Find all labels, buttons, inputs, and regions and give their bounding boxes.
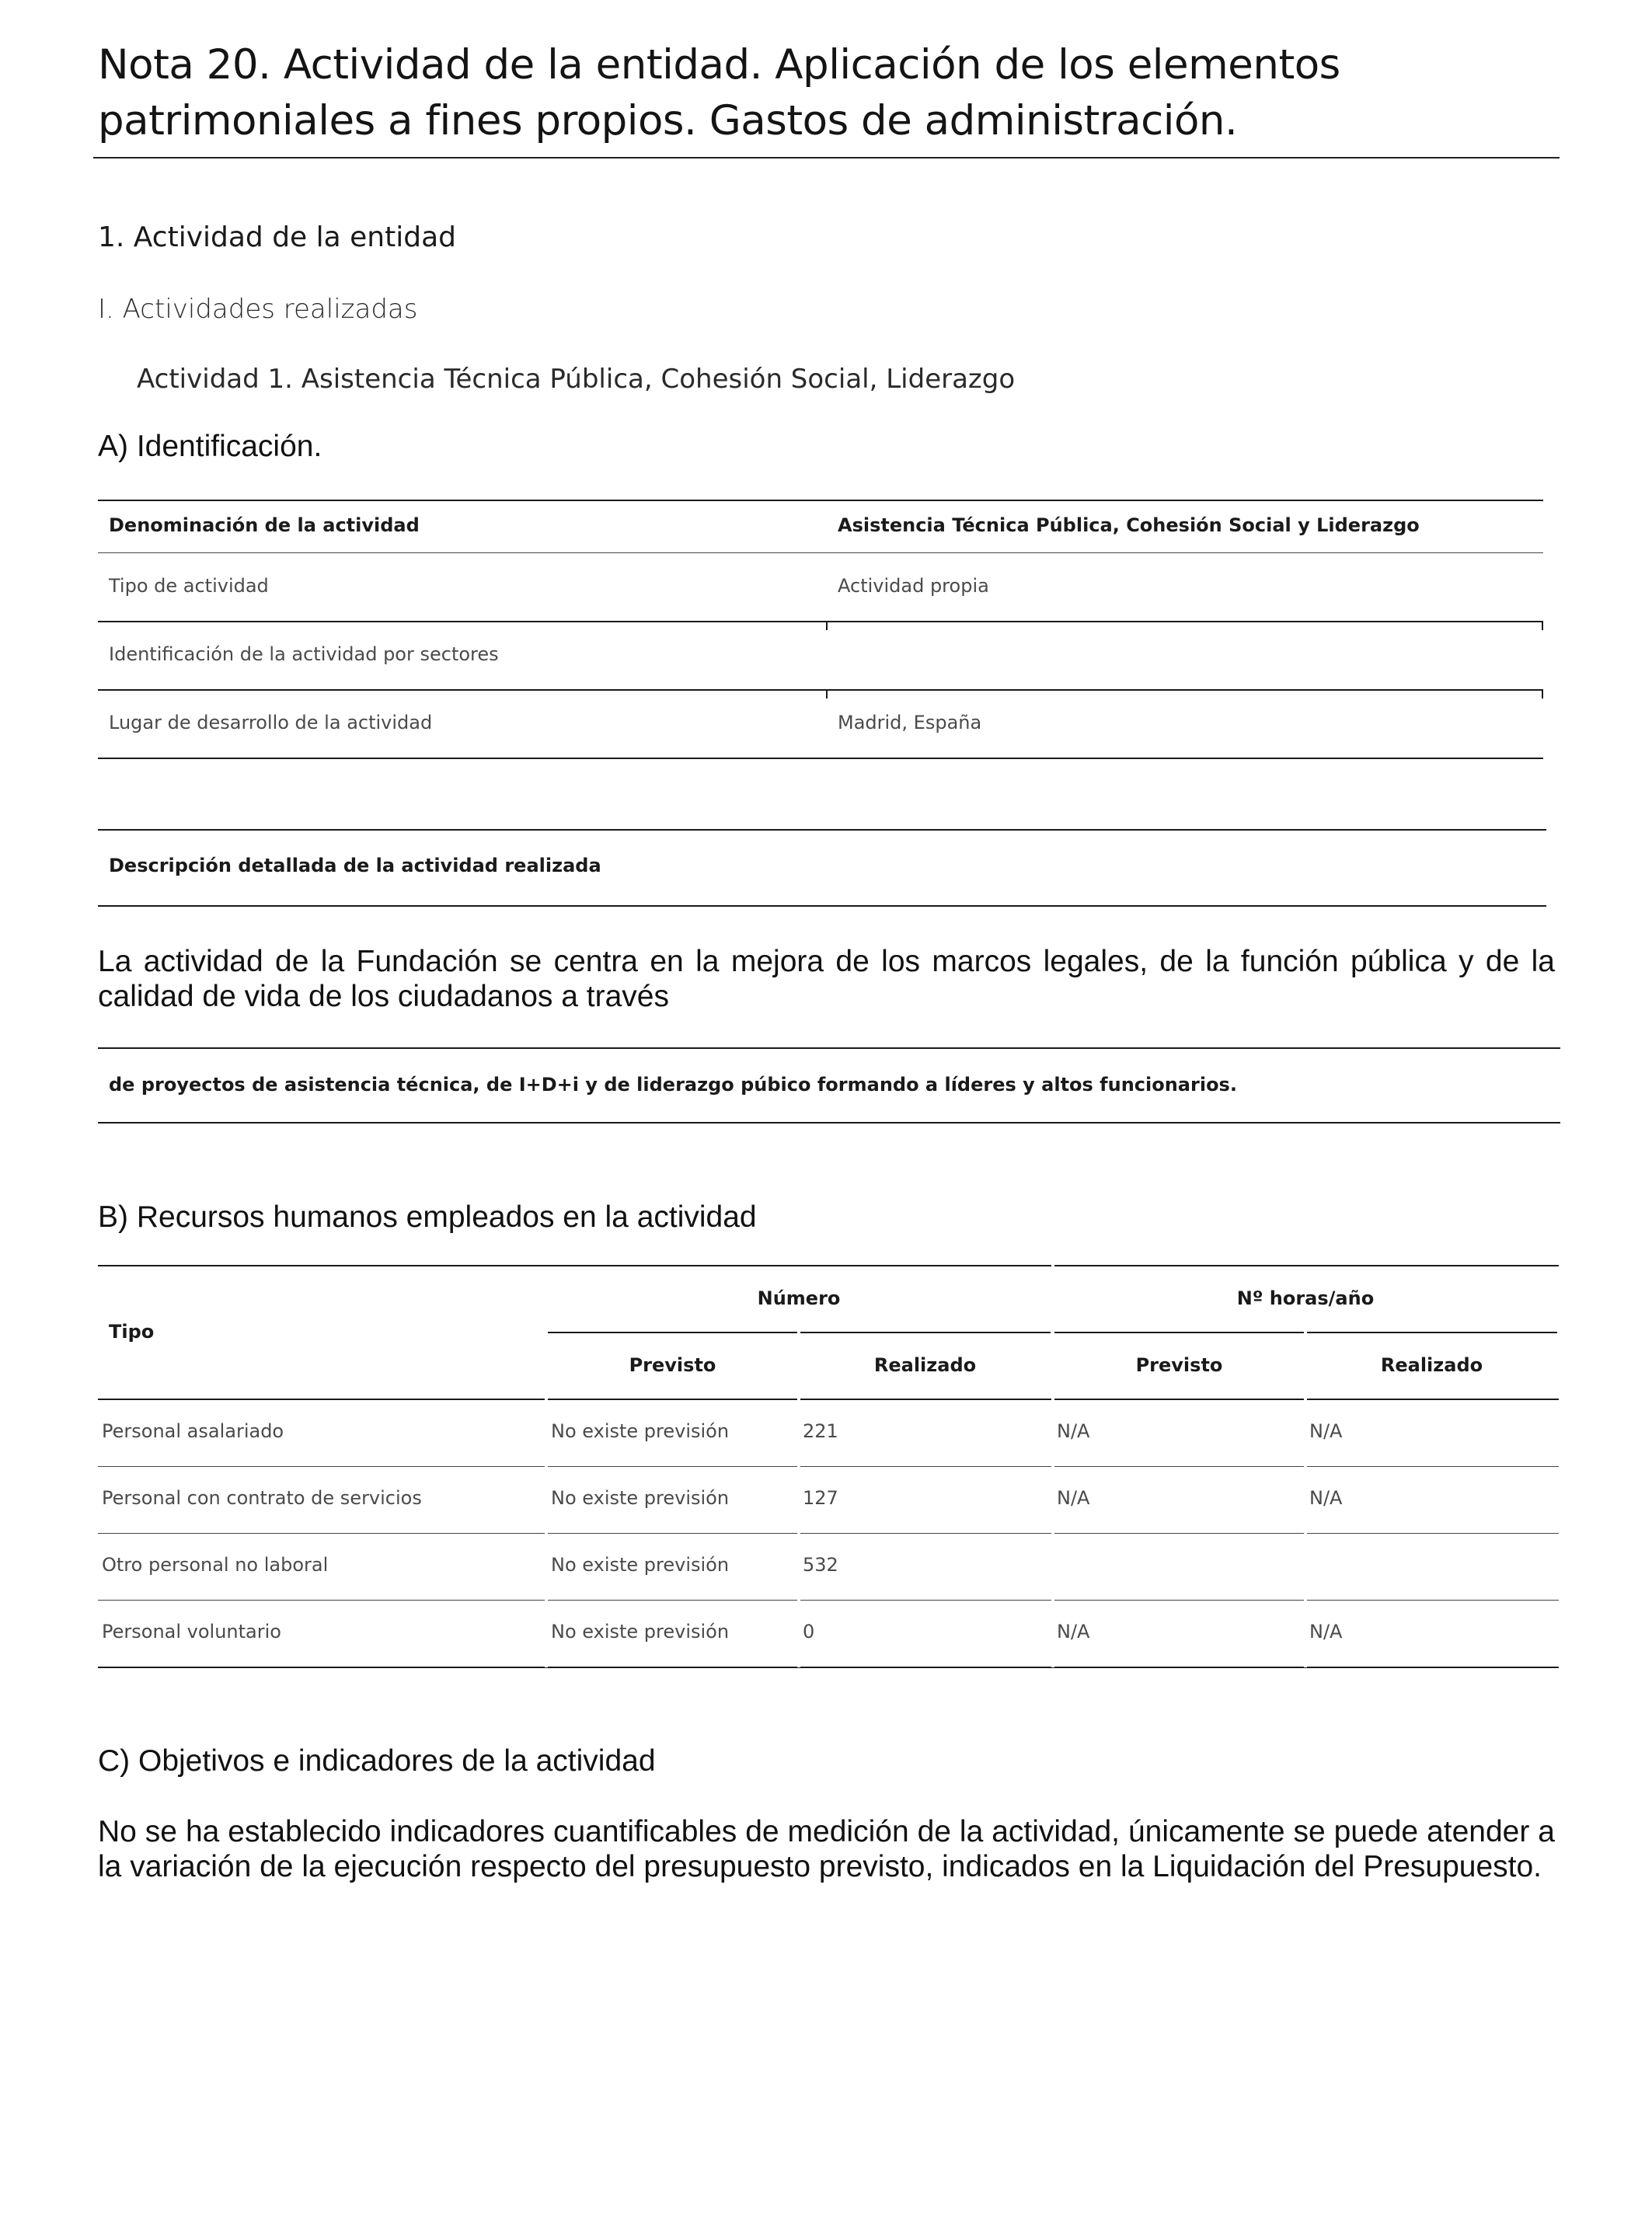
cell-horas-previsto: N/A <box>1057 1487 1090 1509</box>
cell-tipo: Personal voluntario <box>102 1621 281 1643</box>
identification-value: Actividad propia <box>838 575 989 597</box>
header-horas: Nº horas/año <box>1236 1287 1375 1309</box>
column-tick <box>1542 689 1543 698</box>
cell-horas-realizado: N/A <box>1309 1487 1343 1509</box>
cell-horas-previsto: N/A <box>1057 1420 1090 1442</box>
cell-num-previsto: No existe previsión <box>551 1554 730 1576</box>
cell-horas-previsto: N/A <box>1057 1621 1090 1643</box>
cell-num-realizado: 127 <box>803 1487 838 1509</box>
table-rule <box>98 1047 1560 1049</box>
cell-num-previsto: No existe previsión <box>551 1621 730 1643</box>
column-gap <box>545 1332 548 1667</box>
identification-label: Denominación de la actividad <box>109 514 420 536</box>
column-gap <box>797 1332 800 1667</box>
table-rule <box>98 689 1543 691</box>
header-horas-realizado: Realizado <box>1380 1354 1483 1376</box>
identification-label: Lugar de desarrollo de la actividad <box>109 712 433 733</box>
table-rule <box>98 905 1546 907</box>
description-header: Descripción detallada de la actividad realizada <box>109 855 601 876</box>
cell-tipo: Otro personal no laboral <box>102 1554 329 1576</box>
table-rule <box>98 1533 1559 1534</box>
title-divider <box>93 157 1560 159</box>
column-gap <box>1051 1265 1054 1667</box>
section-b-title: B) Recursos humanos empleados en la actividad <box>98 1200 757 1234</box>
table-rule <box>98 1667 1559 1668</box>
identification-label: Tipo de actividad <box>109 575 269 597</box>
table-rule <box>98 758 1543 759</box>
activity-heading: Actividad 1. Asistencia Técnica Pública, Cohesión Social, Liderazgo <box>137 364 1016 395</box>
table-rule <box>98 1122 1560 1123</box>
table-rule <box>98 1466 1559 1467</box>
cell-num-previsto: No existe previsión <box>551 1487 730 1509</box>
header-num-realizado: Realizado <box>873 1354 977 1376</box>
table-rule <box>98 1600 1559 1601</box>
section-a-title: A) Identificación. <box>98 430 322 463</box>
description-paragraph: La actividad de la Fundación se centra en la mejora de los marcos legales, de la función pública y de la calidad de vida de los ciudadanos a través <box>98 945 1555 1013</box>
subsection-heading-actividades: I. Actividades realizadas <box>98 294 418 325</box>
cell-num-realizado: 532 <box>803 1554 838 1576</box>
cell-num-realizado: 0 <box>803 1621 815 1643</box>
table-rule <box>98 500 1543 501</box>
identification-label: Identificación de la actividad por sectores <box>109 643 499 665</box>
table-rule <box>98 1399 1559 1400</box>
cell-num-realizado: 221 <box>803 1420 838 1442</box>
column-tick <box>1542 621 1543 630</box>
column-tick <box>826 689 828 698</box>
description-continuation: de proyectos de asistencia técnica, de I+D+i y de liderazgo púbico formando a líderes y altos funcionarios. <box>109 1074 1237 1096</box>
identification-value: Madrid, España <box>838 712 982 733</box>
header-tipo: Tipo <box>109 1321 155 1343</box>
table-rule <box>98 552 1543 553</box>
section-heading-actividad: 1. Actividad de la entidad <box>98 221 457 253</box>
column-tick <box>826 621 828 630</box>
objectives-paragraph: No se ha establecido indicadores cuantificables de medición de la actividad, únicamente se puede atender a la variación de la ejecución respecto del presupuesto previsto, indicados en la Liquidación del Presupuesto. <box>98 1815 1555 1883</box>
table-rule <box>98 829 1546 831</box>
header-horas-previsto: Previsto <box>1135 1354 1223 1376</box>
cell-horas-realizado: N/A <box>1309 1420 1343 1442</box>
cell-tipo: Personal con contrato de servicios <box>102 1487 422 1509</box>
header-num-previsto: Previsto <box>629 1354 716 1376</box>
page-title: Nota 20. Actividad de la entidad. Aplicación de los elementos patrimoniales a fines propios. Gastos de administración. <box>98 41 1340 145</box>
table-rule <box>98 621 1543 622</box>
column-gap <box>1304 1332 1307 1667</box>
identification-value: Asistencia Técnica Pública, Cohesión Social y Liderazgo <box>838 514 1420 536</box>
table-rule <box>98 1265 1559 1266</box>
cell-tipo: Personal asalariado <box>102 1420 284 1442</box>
cell-horas-realizado: N/A <box>1309 1621 1343 1643</box>
section-c-title: C) Objetivos e indicadores de la actividad <box>98 1744 656 1778</box>
header-numero: Número <box>757 1287 841 1309</box>
cell-num-previsto: No existe previsión <box>551 1420 730 1442</box>
